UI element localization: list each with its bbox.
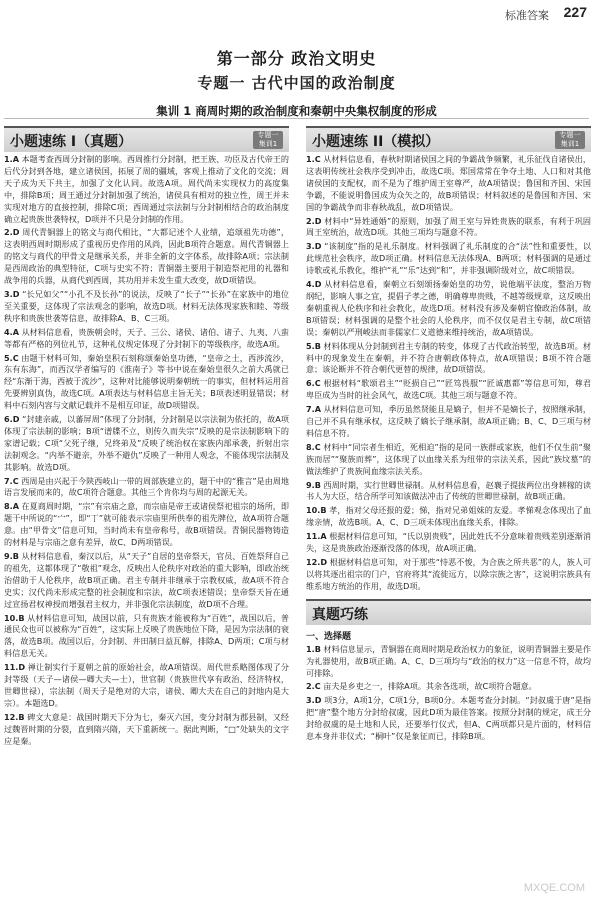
left-column [4, 126, 289, 748]
answer-explanation: “长兄如父”“小孔不及长孙”的说法，反映了“长子”“长孙”在家族中的地位至关重要，这体现了宗法观念的影响，故选D项。材料无法体现家族和睦、等级秩序和贵族世袭等信息，故排除A、B、C三项。 [4, 288, 289, 323]
answer-explanation: “该制度”指的是礼乐制度。材料强调了礼乐制度的合“法”性和重要性，以此规范社会秩序，故D项正确。材料信息无法体现A、B两项；材料强调的是通过诗歌或礼乐教化，维护“礼”“乐”达到“和”，并非强调阶级对立，故C项错误。 [306, 241, 591, 276]
answer-number: 8.C [306, 441, 321, 452]
answer-number: 11.D [4, 662, 26, 673]
answer-explanation: 从材料信息可知，战国以前，只有贵族才能被称为“百姓”，战国以后，普通民众也可以被称为“百姓”，这实际上反映了贵族地位下降，是因为宗法制的衰落，故选B项。战国以后，分封制、井田制日益瓦解，排除A、D两项；C项与材料信息无关。 [4, 612, 289, 659]
answer-explanation: 项3分，A项1分，C项1分，B项0分。本题考查分封制。“封叔虞于唐”是指把“唐”整个地方分封给叔虞，因此D项为最佳答案。按照分封制的规定，成王分封给叔虞的是土地和人民，还要举行仪式，但A、C两项都只是片面的，材料信息本身并非仪式；“桐叶”仅是象征而已，排除B项。 [306, 695, 591, 742]
answer-explanation: 亩夫是乡吏之一，排除A项。其余各选项，故C项符合题意。 [320, 681, 537, 692]
answer-explanation: 孝，指对父母还报的爱；悌，指对兄弟姐妹的友爱。孝悌观念体现出了血缘亲情，故选B项。A、C、D三项未体现出血缘关系，排除。 [306, 505, 591, 528]
watermark: MXQE.COM [523, 882, 585, 894]
answer-number: 3.D [4, 288, 20, 299]
answer-item [306, 681, 591, 693]
answer-explanation: 在夏商周时期，“宗”有宗庙之意，而宗庙是帝王或诸侯祭祀祖宗的场所，即题干中所说的“宀”，即“丁”就可能表示宗庙里所供奉的祖先牌位，故A项符合题意。由“甲骨文”信息可知，当时尚未有皇帝称号，故B项错误。青铜民器物铸造的材料是与宗庙之意有差异，故C、D两项错误。 [4, 501, 289, 548]
answer-number: 5.B [306, 340, 321, 351]
page-number: 227 [563, 4, 587, 20]
answer-item [4, 476, 289, 500]
answer-number: 11.A [306, 531, 327, 542]
answer-number: 5.C [4, 352, 19, 363]
section-title-right: 小题速练 II（模拟） [312, 134, 440, 150]
answer-item [306, 404, 591, 440]
answer-number: 1.C [306, 154, 321, 164]
answer-item [4, 501, 289, 549]
answer-explanation: 从材料信息看，贵族朝会时，天子、三公、诸侯、诸伯、诸子、九夷、八蛮等都有严格的列位礼节，这种礼仪规定体现了分封制下的等级秩序，故选A项。 [4, 326, 289, 349]
section-title-practice: 真题巧练 [312, 606, 368, 623]
answer-number: 2.D [306, 215, 322, 226]
answer-explanation: 由题干材料可知，秦始皇积石刻称颂秦始皇功德，“皇帝之土，西涉流沙，东有东海”，而西汉学者编写的《淮南子》等书中说在秦始皇很久之前大禹就已经“东渐于海，西被于流沙”，这种对比能够说明秦朝统一的事实，但材料运用首先要辨别真伪，故选C项。A项表达与材料信息主旨无关；B项表述明显错误；材料中石刻内容与文献记载并不是相互印证，故D项错误。 [4, 352, 289, 411]
answer-item [306, 341, 591, 377]
answer-item [306, 557, 591, 593]
right-answer-list [306, 154, 591, 593]
section-header-right [306, 126, 591, 152]
section-header-left [4, 126, 289, 152]
answer-explanation: 禅让制实行于夏朝之前的原始社会，故A项错误。周代世系略图体现了分封等级（天子—诸侯—卿大夫—士），世官制（贵族世代享有政治、经济特权，世卿世禄），宗法制（周天子是绝对的大宗，诸侯、卿大夫在自己的封地内是大宗）。本题选D。 [4, 662, 289, 708]
section-tag-left: 专题一 集训1 [253, 131, 283, 149]
answer-item [306, 241, 591, 277]
answer-explanation: 根据材料信息可知，“氏以别贵贱”，因此姓氏不分意味着贵贱差别逐渐消失，这是贵族政治逐渐没落的体现，故A项正确。 [306, 531, 591, 554]
answer-item [306, 279, 591, 339]
answer-item [306, 480, 591, 504]
answer-explanation: 本题考查西周分封制的影响。西周推行分封制，把王族、功臣及古代帝王的后代分封到各地，建立诸侯国，拓展了周的疆域，客观上推动了文化的交流；周天子成为天下共主，加强了文化认同。故选A项。周代尚未实现权力的高度集中，排除B项；周王通过分封制加强了统治，诸侯具有相对的独立性，周王并未实现对地方的直接控制，排除C项；西周通过宗法制与分封制相结合的政治制度确立起贵族世袭特权，D项并不只是分封制的作用。 [4, 154, 289, 224]
answer-number: 6.D [4, 414, 20, 425]
answer-item [306, 695, 591, 743]
answer-number: 7.A [306, 404, 321, 415]
answer-number: 12.B [4, 711, 25, 722]
title-divider [4, 118, 589, 119]
answer-explanation: 周代青铜器上的铭文与商代相比，“大都记述个人业绩，追颂祖先功德”，这表明西周时期形成了重视历史作用的风尚，因此B项符合题意。周代青铜器上的铭文与商代的甲骨文是继承关系，并非全新的文字体系，故排除A项；宗法制是西周政治的典型特征，C项与史实不符；青铜器主要用于制造祭祀用的礼器和战争用的兵器，从商代到西周，其功用并未发生重大改变，故D项错误。 [4, 227, 289, 286]
answer-explanation: 从材料信息看，春秋时期诸侯国之间的争霸战争频繁，礼乐征伐自诸侯出，这表明传统社会秩序受到冲击，故选C项。郑国常常在争夺土地、人口和对其他诸侯国的支配权，而不是为了维护周王室尊严，故A项错误；鲁国和齐国、宋国争霸，不能说明鲁国成为众矢之的，故B项错误；材料叙述的是鲁国和齐国、宋国的争霸战争而非春秋战乱，故D项错误。 [306, 154, 591, 212]
answer-explanation: 从材料信息看，秦朝立石刻颂扬秦始皇的功劳，说他端平法度，整治万物纲纪，影响人事之宜，提倡子孝之德，明确尊卑贵贱，不越等级规章，这反映出秦朝重视人伦秩序和社会教化，故选D项。材料没有涉及秦朝官僚政治体制，故B项错误；材料强调的是整个社会的人伦秩序，而不仅仅是君主专制，故C项错误；秦朝以严刑峻法而非儒家仁义道德来维持统治，故A项错误。 [306, 279, 591, 337]
answer-number: 3.D [306, 241, 322, 252]
practice-answer-list [306, 644, 591, 743]
answer-item [306, 154, 591, 214]
answer-number: 10.B [4, 612, 25, 623]
answer-item [4, 353, 289, 413]
answer-explanation: 从材料信息可知，季历虽然贤能且是嫡子，但并不是嫡长子，按照继承制，自己并不具有继承权，这反映了嫡长子继承制，故A项正确；B、C、D三项与材料信息不符。 [306, 404, 591, 438]
answer-item [306, 531, 591, 555]
page-header [0, 0, 593, 28]
answer-number: 1.B [306, 643, 321, 654]
answer-explanation: 碑文大意是：战国时期天下分为七，秦灭六国，变分封制为郡县制，又经过魏晋时期的分裂，直到隋兴隋，天下重新统一。据此判断，“□”处缺失的文字应是秦。 [4, 711, 289, 746]
answer-item [4, 289, 289, 325]
answer-explanation: 西周是由兴起于今陕西岐山一带的周部族建立的，题干中的“雅言”是由周地语言发展而来的，故C项符合题意。其他三个肯你均与周的起源无关。 [4, 475, 289, 498]
answer-explanation: “封建亲戚，以蕃屏周”体现了分封制，分封制是以宗法制为依托的，故A项体现了宗法制的影响；B项“谱牒不立，则传久而失宗”反映的是宗法制影响下的家谱记载；C项“父死子继，兄终弟及”反映了统治权在家族内部承袭，折射出宗法制观念。“内举不避亲，外举不避仇”反映了一种用人观念，不能体现宗法制及其影响。故选D项。 [4, 414, 289, 472]
part-title: 第一部分 政治文明史 [216, 49, 377, 68]
answer-explanation: 材料信息显示，青铜器在商周时期是政治权力的象征，说明青铜器主要是作为礼器使用，故B项正确。A、C、D三项均与“政治的权力”这一信息不符，故均可排除。 [306, 643, 591, 678]
answer-item [4, 662, 289, 710]
answer-item [4, 327, 289, 351]
answer-number: 10.B [306, 505, 327, 516]
answer-item [4, 414, 289, 474]
answer-item [4, 154, 289, 225]
answer-explanation: 材料中“同宗者生相近，死相迫”指的是同一族群或家族，他们不仅生前“聚族而居”“聚族而葬”，这体现了以血缘关系为纽带的宗法关系，因此“族坟墓”的做法维护了贵族间血缘宗法关系。 [306, 441, 591, 476]
answer-item [4, 712, 289, 748]
section-header-practice [306, 599, 591, 625]
left-answer-list [4, 154, 289, 748]
answer-item [306, 442, 591, 478]
header-label: 标准答案 [505, 9, 549, 22]
answer-number: 2.D [4, 227, 20, 238]
answer-number: 7.C [4, 475, 19, 486]
answer-explanation: 从材料信息看，秦汉以后，从“天子”自居的皇帝祭天，官员、百姓祭拜自己的祖先，这都体现了“敬祖”观念，反映出人伦秩序对政治的重大影响，即政治统治借助于人伦秩序，故B项正确。君主专制并非继承于宗教权威，故A项不符合史实；汉代尚未形成完整的社会制度和宗法，故C项表述错误；皇帝祭天旨在通过宣扬君权神授而增强君主权力，并非强化宗法制度，故D项不合理。 [4, 551, 289, 609]
answer-item [4, 551, 289, 611]
answer-item [306, 505, 591, 529]
answer-number: 1.A [4, 154, 19, 164]
answer-item [306, 378, 591, 402]
topic-title: 专题一 古代中国的政治制度 [197, 74, 396, 92]
set-title: 集训 1 商周时期的政治制度和秦朝中央集权制度的形成 [156, 104, 437, 118]
answer-item [4, 227, 289, 287]
subsection-title: 一、选择题 [306, 631, 352, 642]
answer-explanation: 西周时期，实行世卿世禄制。从材料信息看，赵襄子提拔两位出身耕稼的读书人为大臣，结合所学可知该做法冲击了传统的世卿世禄制，故B项正确。 [306, 479, 591, 502]
section-title-left: 小题速练 I（真题） [10, 134, 133, 150]
answer-explanation: 材料体现从分封制到君主专制的转变，体现了古代政治转型，故选B项。材料中的现象发生在秦朝，并不符合唐朝政体特点，故A项错误；B项不符合题意；该论断并不符合朝代更替的规律，故D项错误。 [306, 340, 591, 375]
answer-explanation: 根据材料“歌颂君主”“贬损自己”“匠笃畏服”“匠诚惠都”等信息可知，尊君卑臣成为当时的社会风气，故选C项。其他三项与题意不符。 [306, 378, 591, 401]
answer-item [4, 613, 289, 661]
answer-number: 6.C [306, 378, 321, 389]
answer-number: 4.D [306, 279, 322, 290]
answer-number: 12.D [306, 557, 328, 567]
answer-number: 2.C [306, 681, 321, 692]
answer-number: 9.B [306, 479, 321, 490]
answer-explanation: 材料中“异姓通婚”的原则，加强了周王室与异姓贵族的联系，有利于巩固周王室统治，故选D项。其他三项均与题意不符。 [306, 215, 591, 238]
answer-explanation: 根据材料信息可知，对于那些“恃恶不悛，为合族之所共恶”的人，族人可以将其逐出祖宗的门户，官府将其“流徙远方，以除宗族之害”，这说明宗族具有维系地方统治的作用，故选D项。 [306, 557, 591, 591]
answer-number: 8.A [4, 501, 19, 512]
answer-number: 9.B [4, 551, 19, 561]
section-tag-right: 专题一 集训1 [555, 131, 585, 149]
right-column [306, 126, 591, 743]
answer-item [306, 644, 591, 680]
answer-number: 4.A [4, 326, 19, 337]
answer-item [306, 216, 591, 240]
answer-number: 3.D [306, 695, 322, 706]
